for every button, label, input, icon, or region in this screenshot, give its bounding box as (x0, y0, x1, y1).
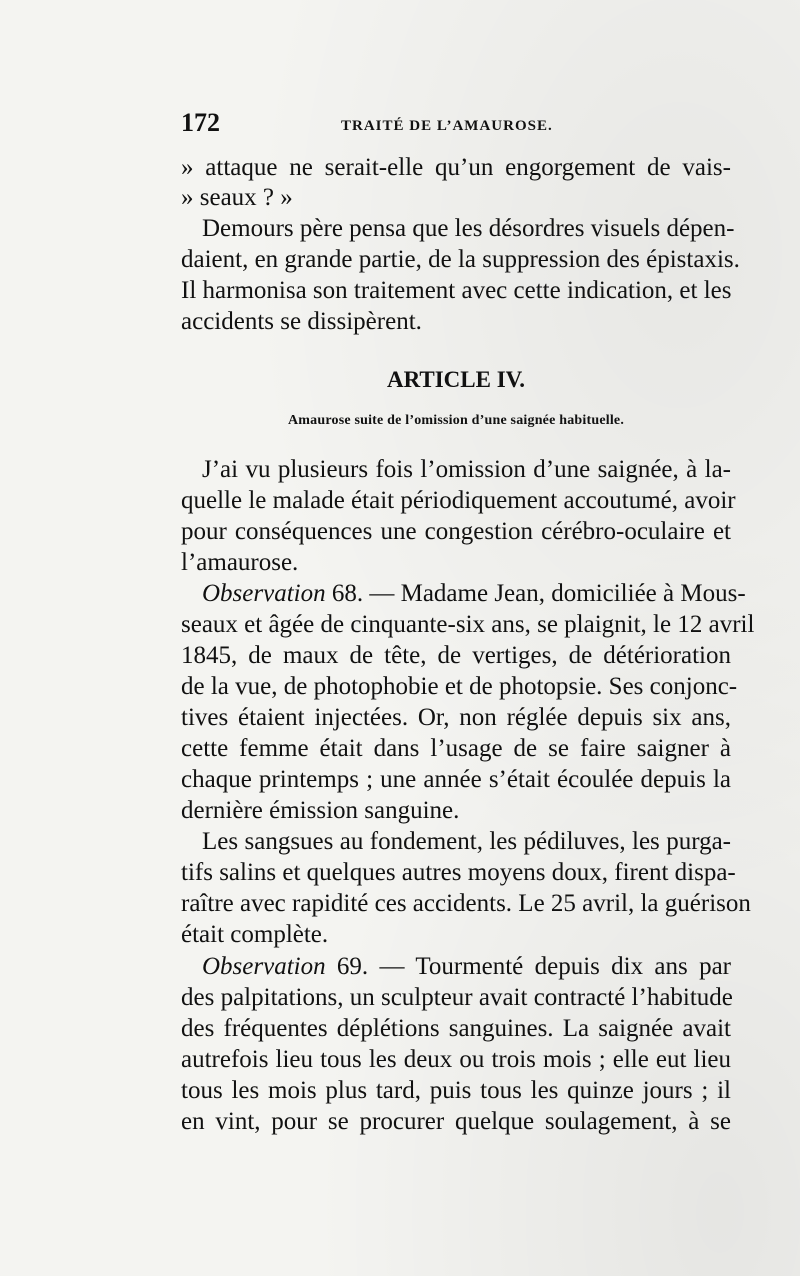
body-line: tives étaient injectées. Or, non réglée depuis six ans, (181, 704, 731, 731)
body-line: seaux et âgée de cinquante-six ans, se plaignit, le 12 avril (181, 611, 755, 638)
observation-69-first-line (202, 952, 731, 982)
body-line: » seaux ? » (181, 184, 293, 211)
observation-label: Observation (202, 580, 326, 607)
observation-text: 69. — Tourmenté depuis dix ans par (325, 953, 731, 980)
body-line: était complète. (181, 921, 329, 948)
body-line: 1845, de maux de tête, de vertiges, de détérioration (181, 642, 731, 669)
body-line: pour conséquences une congestion cérébro-oculaire et (181, 518, 731, 545)
body-line: » attaque ne serait-elle qu’un engorgement de vais- (181, 154, 731, 181)
body-line: autrefois lieu tous les deux ou trois mois ; elle eut lieu (181, 1046, 731, 1073)
body-line: Les sangsues au fondement, les pédiluves, les purga- (202, 828, 731, 855)
observation-text: 68. — Madame Jean, domiciliée à Mous- (325, 580, 746, 607)
body-line: cette femme était dans l’usage de se faire saigner à (181, 735, 731, 762)
body-line: accidents se dissipèrent. (181, 308, 422, 335)
body-line: Il harmonisa son traitement avec cette indication, et les (181, 277, 732, 304)
body-line: tifs salins et quelques autres moyens doux, firent dispa- (181, 859, 736, 886)
article-subheading: Amaurose suite de l’omission d’une saignée habituelle. (287, 413, 625, 428)
body-line: des fréquentes déplétions sanguines. La saignée avait (181, 1015, 731, 1042)
body-line: l’amaurose. (181, 549, 299, 576)
body-line: raître avec rapidité ces accidents. Le 25 avril, la guérison (181, 890, 751, 917)
running-title: TRAITÉ DE L’AMAUROSE. (341, 118, 553, 134)
body-line: chaque printemps ; une année s’était écoulée depuis la (181, 766, 731, 793)
body-line: quelle le malade était périodiquement accoutumé, avoir (181, 487, 736, 514)
article-heading: ARTICLE IV. (386, 367, 526, 392)
body-line: en vint, pour se procurer quelque soulagement, à se (181, 1108, 731, 1135)
body-line: tous les mois plus tard, puis tous les quinze jours ; il (181, 1077, 731, 1104)
body-line: de la vue, de photophobie et de photopsie. Ses conjonc- (181, 673, 738, 700)
observation-68-first-line (202, 579, 746, 609)
body-line: daient, en grande partie, de la suppression des épistaxis. (181, 246, 740, 273)
body-line: Demours père pensa que les désordres visuels dépen- (202, 215, 735, 242)
body-line: dernière émission sanguine. (181, 797, 460, 824)
observation-label: Observation (202, 953, 326, 980)
page-number: 172 (181, 108, 220, 137)
body-line: des palpitations, un sculpteur avait contracté l’habitude (181, 984, 733, 1011)
body-line: J’ai vu plusieurs fois l’omission d’une saignée, à la- (202, 456, 731, 483)
page-header (181, 108, 731, 144)
